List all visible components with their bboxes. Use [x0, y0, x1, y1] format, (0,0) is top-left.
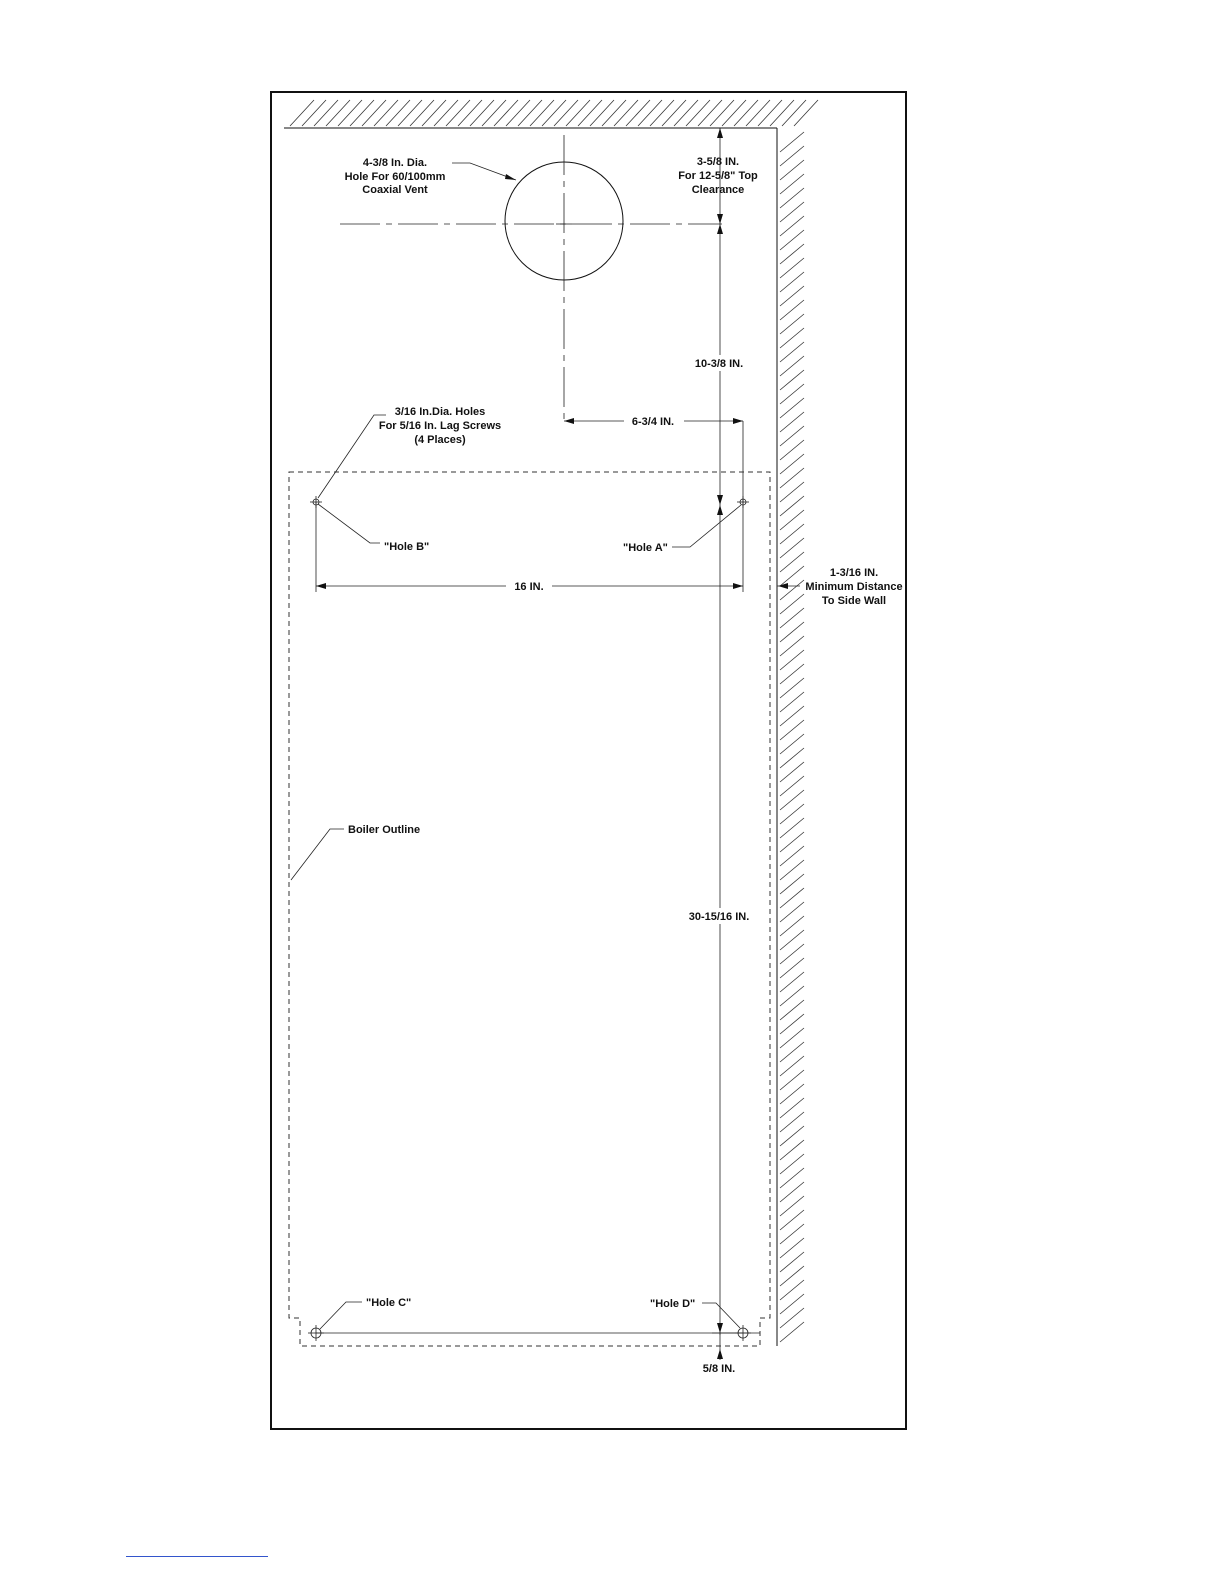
ceiling-hatch-line [458, 100, 482, 126]
vent-hole-label-line-3: Coaxial Vent [362, 184, 428, 196]
boiler-outline-leader [291, 829, 344, 880]
ceiling-hatch-line [338, 100, 362, 126]
ceiling-hatch-line [614, 100, 638, 126]
ceiling-hatch-line [662, 100, 686, 126]
arrow-bottom-offset [717, 1349, 723, 1359]
side-wall-label-line-2: Minimum Distance [805, 581, 903, 593]
top-clearance-label-line-3: Clearance [691, 184, 745, 196]
top-clearance-label-line-1: 3-5/8 IN. [696, 156, 740, 168]
footer-rule [126, 1556, 268, 1557]
vent-hole-leader-arrow [505, 174, 516, 180]
ceiling-hatch-line [398, 100, 422, 126]
ceiling-hatch-line [650, 100, 674, 126]
ceiling-hatch-line [542, 100, 566, 126]
hole-a-marker [737, 496, 749, 508]
ceiling-hatch-line [422, 100, 446, 126]
ceiling-hatch-line [590, 100, 614, 126]
arrow-vent-center [717, 214, 723, 224]
ceiling-hatch-line [374, 100, 398, 126]
bottom-offset-dimension: 5/8 IN. [702, 1363, 736, 1375]
ceiling-hatch-line [770, 100, 794, 126]
ceiling-hatch-line [602, 100, 626, 126]
ceiling-hatch-line [494, 100, 518, 126]
side-wall-label-line-1: 1-3/16 IN. [829, 567, 879, 579]
screw-holes-label-line-2: For 5/16 In. Lag Screws [378, 420, 502, 432]
ceiling-hatch-line [566, 100, 590, 126]
hole-a-label: "Hole A" [623, 542, 668, 554]
ceiling-hatch-line [470, 100, 494, 126]
arrow-16-right [733, 583, 743, 589]
ceiling-hatch-line [638, 100, 662, 126]
screw-holes-label-line-3: (4 Places) [414, 434, 466, 446]
ceiling-hatch-line [674, 100, 698, 126]
arrow-hole-a-level [717, 495, 723, 505]
ceiling-hatch-line [734, 100, 758, 126]
vent-hole-label-line-2: Hole For 60/100mm [344, 171, 446, 183]
ceiling-hatch-line [434, 100, 458, 126]
ceiling-hatch-line [710, 100, 734, 126]
ceiling-hatch-line [554, 100, 578, 126]
vertical-span-dimension: 30-15/16 IN. [688, 911, 750, 923]
top-clearance-label-line-2: For 12-5/8" Top [678, 170, 758, 182]
ceiling-hatch [290, 100, 818, 126]
arrow-6-3-4-left [564, 418, 574, 424]
ceiling-hatch-line [698, 100, 722, 126]
ceiling-hatch-line [506, 100, 530, 126]
ceiling-hatch-line [578, 100, 602, 126]
hole-b-label: "Hole B" [384, 541, 430, 553]
side-wall-label-line-3: To Side Wall [821, 595, 887, 607]
ceiling-hatch-line [626, 100, 650, 126]
vent-to-holes-dimension: 10-3/8 IN. [694, 358, 744, 370]
ceiling-hatch-line [518, 100, 542, 126]
ceiling-hatch-line [386, 100, 410, 126]
hole-a-leader [672, 505, 741, 547]
arrow-hole-a-level-2 [717, 505, 723, 515]
ceiling-hatch-line [326, 100, 350, 126]
arrow-top-clearance [717, 128, 723, 138]
boiler-outline-label: Boiler Outline [348, 824, 421, 836]
ceiling-hatch-line [794, 100, 818, 126]
hole-d-label: "Hole D" [650, 1298, 696, 1310]
vent-to-hole-a-dimension: 6-3/4 IN. [631, 416, 675, 428]
ceiling-hatch-line [758, 100, 782, 126]
ceiling-hatch-line [290, 100, 314, 126]
hole-c-leader [320, 1302, 362, 1329]
arrow-vent-center-2 [717, 224, 723, 234]
vent-hole-label-line-1: 4-3/8 In. Dia. [362, 157, 428, 169]
screw-holes-leader [318, 415, 386, 498]
ceiling-hatch-line [530, 100, 554, 126]
ceiling-hatch-line [362, 100, 386, 126]
arrow-bottom-span [717, 1323, 723, 1333]
arrow-6-3-4-right [733, 418, 743, 424]
ceiling-hatch-line [686, 100, 710, 126]
ceiling-hatch-line [350, 100, 374, 126]
ceiling-hatch-line [482, 100, 506, 126]
ceiling-hatch-line [410, 100, 434, 126]
ceiling-hatch-line [722, 100, 746, 126]
screw-holes-label-line-1: 3/16 In.Dia. Holes [394, 406, 486, 418]
ceiling-hatch-line [314, 100, 338, 126]
wall-hatch [780, 132, 804, 1342]
ceiling-hatch-line [302, 100, 326, 126]
ceiling-hatch-line [782, 100, 806, 126]
ceiling-hatch-line [746, 100, 770, 126]
hole-b-leader [318, 504, 380, 543]
hole-spacing-dimension: 16 IN. [514, 581, 544, 593]
ceiling-hatch-line [446, 100, 470, 126]
diagram-frame [271, 92, 906, 1429]
hole-c-label: "Hole C" [366, 1297, 412, 1309]
arrow-16-left [316, 583, 326, 589]
